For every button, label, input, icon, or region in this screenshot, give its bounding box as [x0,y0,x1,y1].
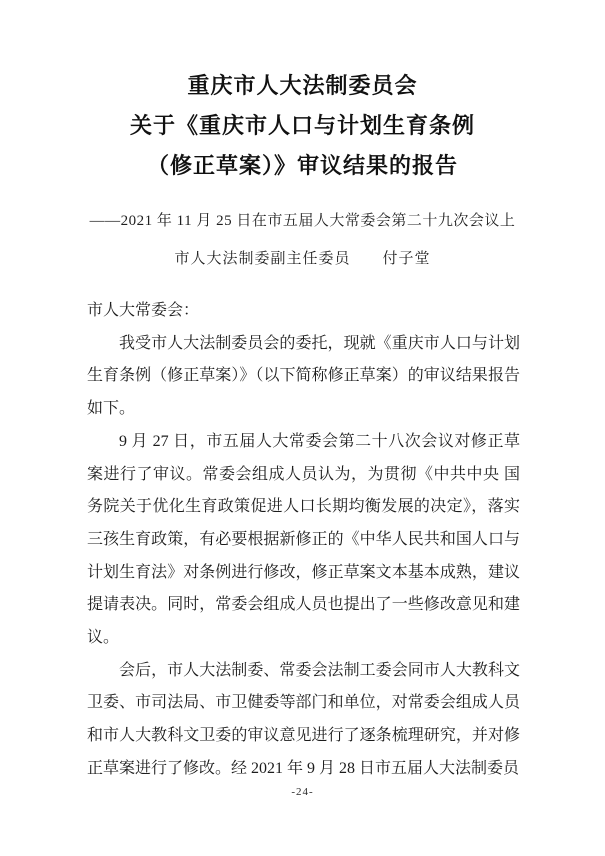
report-body [87,295,520,786]
body-paragraph-2: 9 月 27 日，市五届人大常委会第二十八次会议对修正草案进行了审议。常委会组成人员认为，为贯彻《中共中央 国务院关于优化生育政策促进人口长期均衡发展的决定》，落实三孩生育政策，有必要根据新修正的《中华人民共和国人口与计划生育法》对条例进行修改，修正草案文本基本成熟，建议提请表决。同时，常委会组成人员也提出了一些修改意见和建议。 [87,432,520,647]
title-line-3: （修正草案）》审议结果的报告 [146,153,458,178]
title-line-1: 重庆市人大法制委员会 [187,73,418,98]
title-line-2: 关于《重庆市人口与计划生育条例 [129,113,475,138]
body-paragraph-3: 会后，市人大法制委、常委会法制工委会同市人大教科文卫委、市司法局、市卫健委等部门和单位，对常委会组成人员和市人大教科文卫委的审议意见进行了逐条梳理研究，并对修正草案进行了修改。经 2021 年 9 月 28 日市五届人大法制委员 [87,661,520,777]
document-title [0,66,605,186]
body-paragraph-1: 我受市人大法制委员会的委托，现就《重庆市人口与计划生育条例（修正草案）》（以下简称修正草案）的审议结果报告如下。 [87,334,520,418]
salutation-line: 市人大常委会： [87,302,200,319]
page-number: -24- [291,786,314,798]
presenter-line: 市人大法制委副主任委员 付子堂 [174,251,431,267]
meeting-date-line: ——2021 年 11 月 25 日在市五届人大常委会第二十九次会议上 [89,213,516,229]
